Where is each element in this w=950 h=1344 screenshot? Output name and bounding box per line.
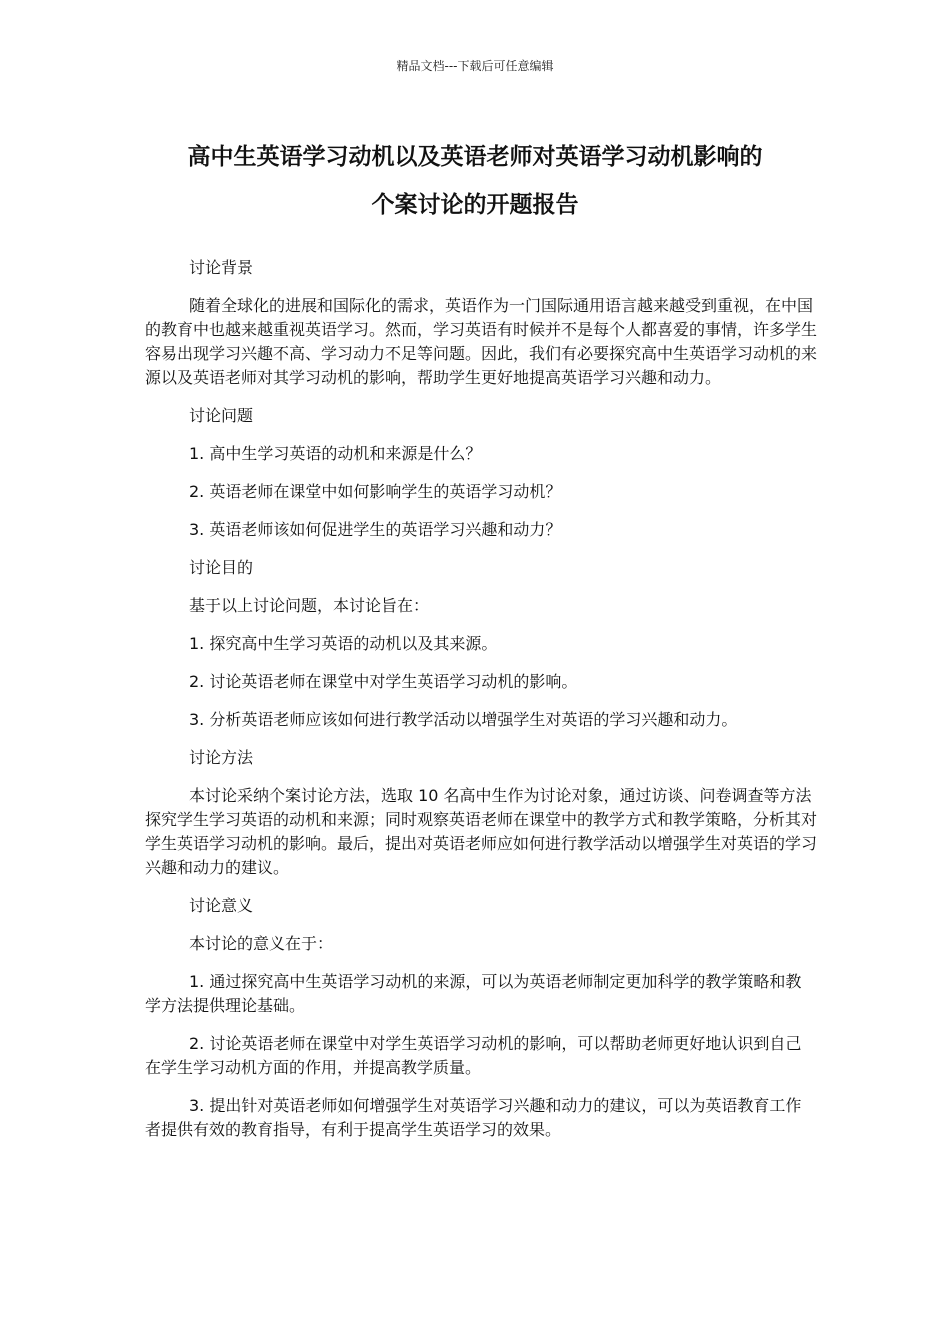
purpose-item-2: 2. 讨论英语老师在课堂中对学生英语学习动机的影响。	[189, 672, 578, 691]
header-note: 精品文档---下载后可任意编辑	[396, 59, 554, 73]
significance-intro: 本讨论的意义在于：	[189, 934, 334, 953]
section-heading-method: 讨论方法	[189, 748, 254, 767]
document-title	[130, 133, 820, 229]
title-line-2: 个案讨论的开题报告	[371, 192, 579, 218]
section-heading-questions: 讨论问题	[189, 406, 254, 425]
significance-item-2: 2. 讨论英语老师在课堂中对学生英语学习动机的影响，可以帮助老师更好地认识到自己在学生学习动机方面的作用，并提高教学质量。	[145, 1034, 802, 1077]
purpose-item-1: 1. 探究高中生学习英语的动机以及其来源。	[189, 634, 498, 653]
purpose-intro: 基于以上讨论问题，本讨论旨在：	[189, 596, 430, 615]
paragraph-method: 本讨论采纳个案讨论方法，选取 10 名高中生作为讨论对象，通过访谈、问卷调查等方法探究学生学习英语的动机和来源；同时观察英语老师在课堂中的教学方式和教学策略，分析其对学生英语学习动机的影响。最后，提出对英语老师应如何进行教学活动以增强学生对英语的学习兴趣和动力的建议。	[145, 786, 818, 877]
question-item-3: 3. 英语老师该如何促进学生的英语学习兴趣和动力？	[189, 520, 562, 539]
question-item-1: 1. 高中生学习英语的动机和来源是什么？	[189, 444, 482, 463]
section-heading-significance: 讨论意义	[189, 896, 254, 915]
document-body	[145, 256, 817, 1156]
significance-item-3: 3. 提出针对英语老师如何增强学生对英语学习兴趣和动力的建议，可以为英语教育工作者提供有效的教育指导，有利于提高学生英语学习的效果。	[145, 1096, 802, 1139]
significance-item-1: 1. 通过探究高中生英语学习动机的来源，可以为英语老师制定更加科学的教学策略和教学方法提供理论基础。	[145, 972, 802, 1015]
purpose-item-3: 3. 分析英语老师应该如何进行教学活动以增强学生对英语的学习兴趣和动力。	[189, 710, 738, 729]
section-heading-purpose: 讨论目的	[189, 558, 254, 577]
question-item-2: 2. 英语老师在课堂中如何影响学生的英语学习动机？	[189, 482, 562, 501]
paragraph-background: 随着全球化的进展和国际化的需求，英语作为一门国际通用语言越来越受到重视，在中国的教育中也越来越重视英语学习。然而，学习英语有时候并不是每个人都喜爱的事情，许多学生容易出现学习兴趣不高、学习动力不足等问题。因此，我们有必要探究高中生英语学习动机的来源以及英语老师对其学习动机的影响，帮助学生更好地提高英语学习兴趣和动力。	[145, 296, 818, 387]
section-heading-background: 讨论背景	[189, 258, 254, 277]
title-line-1: 高中生英语学习动机以及英语老师对英语学习动机影响的	[187, 144, 763, 170]
